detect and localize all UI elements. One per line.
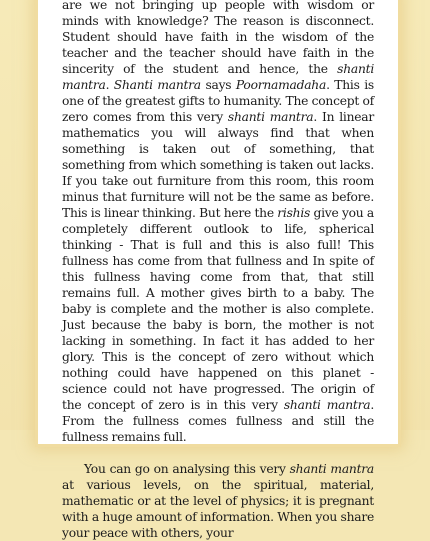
paragraph [62,0,374,445]
text-run: are we not bringing up people with wisdom or minds with knowledge? The reason is disconnect. Student should have faith in the wisdom of the teacher and the teacher should have faith in the sincerity of the student and hence, the [62,0,374,76]
text-run: at various levels, on the spiritual, material, mathematic or at the level of physics; it is pregnant with a huge amount of information. When you share your peace with others, your [62,478,374,540]
text-run: You can go on analysing this very [84,462,290,476]
italic-term: Shanti mantra [113,78,201,92]
text-run: . This is one of the greatest gifts to humanity. The concept of zero comes from this very [62,78,374,124]
italic-term: shanti mantra [283,398,371,412]
italic-term: Poornamadaha [235,78,327,92]
paragraph [62,461,374,541]
text-run: says [200,78,236,92]
italic-term: shanti mantra [62,62,374,92]
text-run: . [105,78,114,92]
text-run: . In linear mathematics you will always find that when something is taken out of something, that something from which something is taken out lacks. If you take out furniture from this room, this room minus that furniture will not be the same as before. This is linear thinking. But here the [62,110,374,220]
text-run: . From the fullness comes fullness and still the fullness remains full. [62,398,374,444]
body-text [62,0,374,541]
text-run: give you a completely different outlook to life, spherical thinking - That is full and this is also full! This fullness has come from that fullness and In spite of this fullness having come from that, that still remains full. A mother gives birth to a baby. The baby is complete and the mother is also complete. Just because the baby is born, the mother is not lacking in something. In fact it has added to her glory. This is the concept of zero without which nothing could have happened on this planet - science could not have progressed. The origin of the concept of zero is in this very [62,206,374,412]
italic-term: shanti mantra [289,462,374,476]
italic-term: shanti mantra [227,110,314,124]
italic-term: rishis [277,206,311,220]
